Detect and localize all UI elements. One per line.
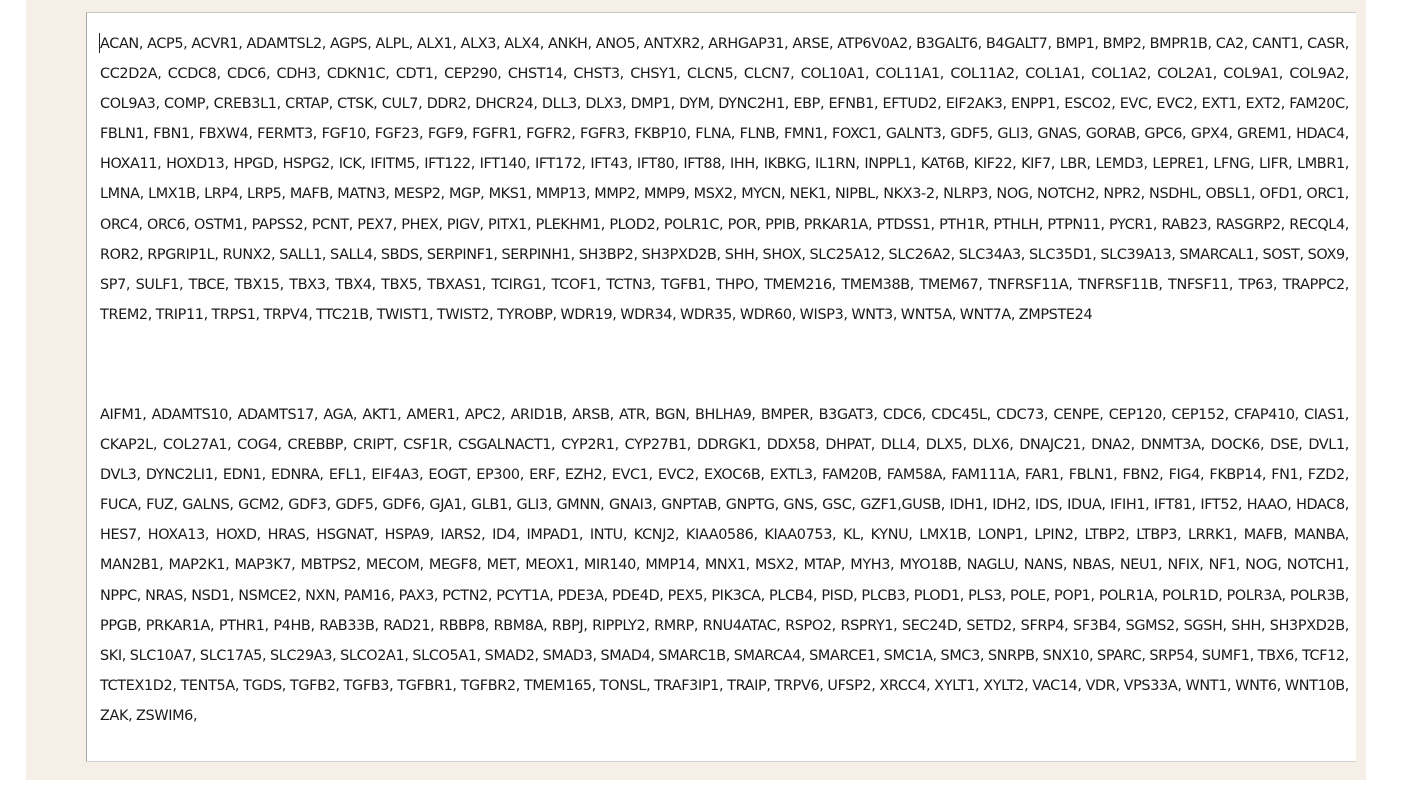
page-background bbox=[26, 0, 1366, 780]
gene-list-paragraph-2: AIFM1, ADAMTS10, ADAMTS17, AGA, AKT1, AMER1, APC2, ARID1B, ARSB, ATR, BGN, BHLHA9, BMPER, B3GAT3, CDC6, CDC45L, CDC73, CENPE, CEP120, CEP152, CFAP410, CIAS1, CKAP2L, COL27A1, COG4, CREBBP, CRIPT, CSF1R, CSGALNACT1, CYP2R1, CYP27B1, DDRGK1, DDX58, DHPAT, DLL4, DLX5, DLX6, DNAJC21, DNA2, DNMT3A, DOCK6, DSE, DVL1, DVL3, DYNC2LI1, EDN1, EDNRA, EFL1, EIF4A3, EOGT, EP300, ERF, EZH2, EVC1, EVC2, EXOC6B, EXTL3, FAM20B, FAM58A, FAM111A, FAR1, FBLN1, FBN2, FIG4, FKBP14, FN1, FZD2, FUCA, FUZ, GALNS, GCM2, GDF3, GDF5, GDF6, GJA1, GLB1, GLI3, GMNN, GNAI3, GNPTAB, GNPTG, GNS, GSC, GZF1,GUSB, IDH1, IDH2, IDS, IDUA, IFIH1, IFT81, IFT52, HAAO, HDAC8, HES7, HOXA13, HOXD, HRAS, HSGNAT, HSPA9, IARS2, ID4, IMPAD1, INTU, KCNJ2, KIAA0586, KIAA0753, KL, KYNU, LMX1B, LONP1, LPIN2, LTBP2, LTBP3, LRRK1, MAFB, MANBA, MAN2B1, MAP2K1, MAP3K7, MBTPS2, MECOM, MEGF8, MET, MEOX1, MIR140, MMP14, MNX1, MSX2, MTAP, MYH3, MYO18B, NAGLU, NANS, NBAS, NEU1, NFIX, NF1, NOG, NOTCH1, NPPC, NRAS, NSD1, NSMCE2, NXN, PAM16, PAX3, PCTN2, PCYT1A, PDE3A, PDE4D, PEX5, PIK3CA, PLCB4, PISD, PLCB3, PLOD1, PLS3, POLE, POP1, POLR1A, POLR1D, POLR3A, POLR3B, PPGB, PRKAR1A, PTHR1, P4HB, RAB33B, RAD21, RBBP8, RBM8A, RBPJ, RIPPLY2, RMRP, RNU4ATAC, RSPO2, RSPRY1, SEC24D, SETD2, SFRP4, SF3B4, SGMS2, SGSH, SHH, SH3PXD2B, SKI, SLC10A7, SLC17A5, SLC29A3, SLCO2A1, SLCO5A1, SMAD2, SMAD3, SMAD4, SMARC1B, SMARCA4, SMARCE1, SMC1A, SMC3, SNRPB, SNX10, SPARC, SRP54, SUMF1, TBX6, TCF12, TCTEX1D2, TENT5A, TGDS, TGFB2, TGFB3, TGFBR1, TGFBR2, TMEM165, TONSL, TRAF3IP1, TRAIP, TRPV6, UFSP2, XRCC4, XYLT1, XYLT2, VAC14, VDR, VPS33A, WNT1, WNT6, WNT10B, ZAK, ZSWIM6, bbox=[100, 407, 1349, 724]
gene-list-paragraph-1: ACAN, ACP5, ACVR1, ADAMTSL2, AGPS, ALPL, ALX1, ALX3, ALX4, ANKH, ANO5, ANTXR2, ARHGAP31, ARSE, ATP6V0A2, B3GALT6, B4GALT7, BMP1, BMP2, BMPR1B, CA2, CANT1, CASR, CC2D2A, CCDC8, CDC6, CDH3, CDKN1C, CDT1, CEP290, CHST14, CHST3, CHSY1, CLCN5, CLCN7, COL10A1, COL11A1, COL11A2, COL1A1, COL1A2, COL2A1, COL9A1, COL9A2, COL9A3, COMP, CREB3L1, CRTAP, CTSK, CUL7, DDR2, DHCR24, DLL3, DLX3, DMP1, DYM, DYNC2H1, EBP, EFNB1, EFTUD2, EIF2AK3, ENPP1, ESCO2, EVC, EVC2, EXT1, EXT2, FAM20C, FBLN1, FBN1, FBXW4, FERMT3, FGF10, FGF23, FGF9, FGFR1, FGFR2, FGFR3, FKBP10, FLNA, FLNB, FMN1, FOXC1, GALNT3, GDF5, GLI3, GNAS, GORAB, GPC6, GPX4, GREM1, HDAC4, HOXA11, HOXD13, HPGD, HSPG2, ICK, IFITM5, IFT122, IFT140, IFT172, IFT43, IFT80, IFT88, IHH, IKBKG, IL1RN, INPPL1, KAT6B, KIF22, KIF7, LBR, LEMD3, LEPRE1, LFNG, LIFR, LMBR1, LMNA, LMX1B, LRP4, LRP5, MAFB, MATN3, MESP2, MGP, MKS1, MMP13, MMP2, MMP9, MSX2, MYCN, NEK1, NIPBL, NKX3-2, NLRP3, NOG, NOTCH2, NPR2, NSDHL, OBSL1, OFD1, ORC1, ORC4, ORC6, OSTM1, PAPSS2, PCNT, PEX7, PHEX, PIGV, PITX1, PLEKHM1, PLOD2, POLR1C, POR, PPIB, PRKAR1A, PTDSS1, PTH1R, PTHLH, PTPN11, PYCR1, RAB23, RASGRP2, RECQL4, ROR2, RPGRIP1L, RUNX2, SALL1, SALL4, SBDS, SERPINF1, SERPINH1, SH3BP2, SH3PXD2B, SHH, SHOX, SLC25A12, SLC26A2, SLC34A3, SLC35D1, SLC39A13, SMARCAL1, SOST, SOX9, SP7, SULF1, TBCE, TBX15, TBX3, TBX4, TBX5, TBXAS1, TCIRG1, TCOF1, TCTN3, TGFB1, THPO, TMEM216, TMEM38B, TMEM67, TNFRSF11A, TNFRSF11B, TNFSF11, TP63, TRAPPC2, TREM2, TRIP11, TRPS1, TRPV4, TTC21B, TWIST1, TWIST2, TYROBP, WDR19, WDR34, WDR35, WDR60, WISP3, WNT3, WNT5A, WNT7A, ZMPSTE24 bbox=[100, 36, 1349, 323]
document-text-area[interactable] bbox=[86, 12, 1356, 762]
